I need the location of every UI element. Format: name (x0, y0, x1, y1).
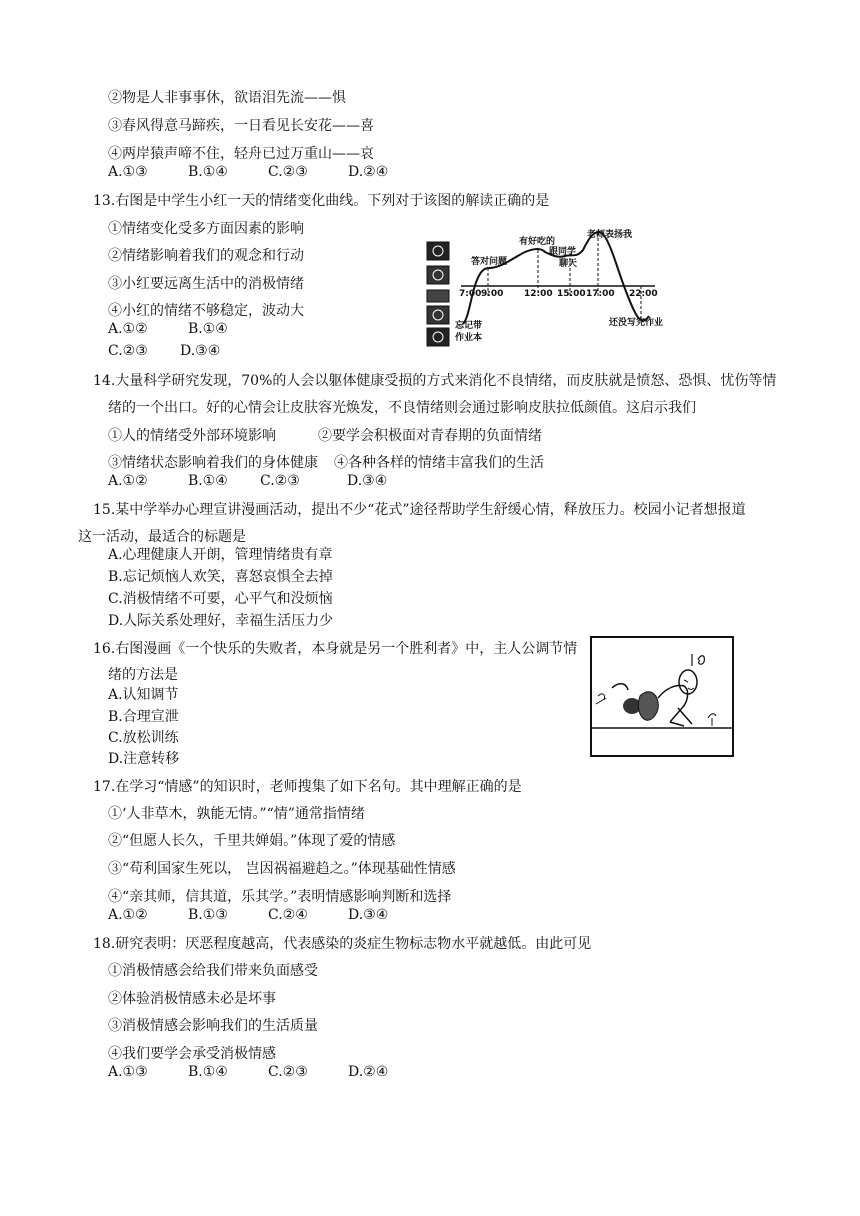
q18-option-d: D.②④ (348, 1064, 389, 1080)
annotation-not-done: 还没写完作业 (609, 318, 664, 328)
annotation-chat: 聊天 (559, 259, 578, 269)
q18-item-1: ①消极情感会给我们带来负面感受 (108, 963, 318, 979)
q16-option-b: B.合理宣泄 (108, 709, 179, 725)
q14-item-1: ①人的情绪受外部环境影响 (108, 428, 276, 444)
q15-option-c: C.消极情绪不可要，心平气和没烦恼 (108, 591, 333, 607)
q18-options (108, 1063, 388, 1081)
q14-stem-line2: 绪的一个出口。好的心情会让皮肤容光焕发，不良情绪则会通过影响皮肤拉低颜值。这启示我们 (108, 400, 696, 416)
q12-item-4: ④两岸猿声啼不住，轻舟已过万重山——哀 (108, 146, 374, 162)
q13-item-4: ④小红的情绪不够稳定，波动大 (108, 303, 304, 319)
q14-option-d: D.③④ (347, 473, 388, 489)
q13-stem: 13.右图是中学生小红一天的情绪变化曲线。下列对于该图的解读正确的是 (93, 193, 550, 209)
q12-item-2: ②物是人非事事休，欲语泪先流——惧 (108, 90, 346, 106)
q14-items-row1 (108, 427, 542, 445)
time-guides (488, 233, 641, 318)
time-label-1200: 12:00 (524, 289, 553, 299)
q12-item-3: ③春风得意马蹄疾，一日看见长安花——喜 (108, 118, 374, 134)
q16-option-c: C.放松训练 (108, 730, 179, 746)
time-label-1500: 15:00 (557, 289, 586, 299)
q14-option-c: C.②③ (260, 473, 300, 489)
annotation-forgot-homework: 忘记带 (455, 321, 483, 331)
q14-items-row2 (108, 454, 544, 472)
emotion-curve (463, 232, 649, 324)
q17-option-c: C.②④ (268, 907, 308, 923)
q17-option-a: A.①② (108, 907, 148, 923)
q14-option-b: B.①④ (188, 473, 228, 489)
q14-item-2: ②要学会积极面对青春期的负面情绪 (318, 428, 542, 444)
q15-stem-line1: 15.某中学举办心理宣讲漫画活动，提出不少“花式”途径帮助学生舒缓心情，释放压力。校园小记者想报道 (93, 502, 746, 518)
q13-option-b: B.①④ (188, 321, 228, 337)
q12-option-d: D.②④ (348, 164, 389, 180)
q18-option-c: C.②③ (268, 1064, 308, 1080)
time-label-0900: 9:00 (481, 289, 504, 299)
annotation-tasty-food: 有好吃的 (519, 237, 556, 247)
q12-option-b: B.①④ (188, 164, 228, 180)
annotation-teacher-praise: 老师表扬我 (587, 230, 633, 240)
q12-option-c: C.②③ (268, 164, 308, 180)
q15-option-b: B.忘记烦恼人欢笑，喜怒哀惧全去掉 (108, 569, 333, 585)
q18-option-a: A.①③ (108, 1064, 148, 1080)
q15-option-a: A.心理健康人开朗，管理情绪贵有章 (108, 547, 333, 563)
time-label-0700: 7:00 (459, 289, 482, 299)
q13-options-row1 (108, 320, 228, 338)
q13-options-row2 (108, 342, 220, 360)
q18-option-b: B.①④ (188, 1064, 228, 1080)
q13-option-c: C.②③ (108, 343, 148, 359)
annotation-homework-book: 作业本 (455, 333, 483, 343)
q18-item-2: ②体验消极情感未必是坏事 (108, 991, 276, 1007)
q13-item-2: ②情绪影响着我们的观念和行动 (108, 248, 304, 264)
q16-option-a: A.认知调节 (108, 687, 179, 703)
q17-item-2: ②“但愿人长久，千里共婵娟。”体现了爱的情感 (108, 833, 396, 849)
q14-stem-line1: 14.大量科学研究发现，70%的人会以躯体健康受损的方式来消化不良情绪，而皮肤就是愤怒、恐惧、忧伤等情 (93, 373, 777, 389)
emotion-curve-figure (425, 228, 687, 356)
q17-item-3: ③“苟利国家生死以， 岂因祸福避趋之。”体现基础性情感 (108, 861, 456, 877)
comic-drawing (592, 638, 732, 755)
q13-item-1: ①情绪变化受多方面因素的影响 (108, 221, 304, 237)
q16-stem-line1: 16.右图漫画《一个快乐的失败者，本身就是另一个胜利者》中，主人公调节情 (93, 641, 578, 657)
q17-options (108, 906, 388, 924)
q13-option-a: A.①② (108, 321, 148, 337)
q14-options (108, 472, 387, 490)
q15-stem-line2: 这一活动，最适合的标题是 (78, 529, 246, 545)
annotation-answer-question: 答对问题 (471, 257, 508, 267)
emotion-face-icons (427, 242, 449, 346)
q16-option-d: D.注意转移 (108, 751, 180, 767)
q13-option-d: D.③④ (180, 343, 221, 359)
annotation-caught-bug: 跟同学 (549, 247, 577, 257)
q12-option-a: A.①③ (108, 164, 148, 180)
q12-options (108, 163, 388, 181)
q17-item-1: ①‘人非草木，孰能无情。”“情”通常指情绪 (108, 806, 365, 822)
q13-item-3: ③小红要远离生活中的消极情绪 (108, 276, 304, 292)
q14-item-4: ④各种各样的情绪丰富我们的生活 (334, 455, 544, 471)
q17-item-4: ④“亲其师，信其道，乐其学。”表明情感影响判断和选择 (108, 889, 452, 905)
q17-stem: 17.在学习“情感”的知识时，老师搜集了如下名句。其中理解正确的是 (93, 779, 522, 795)
comic-happy-loser (590, 636, 734, 757)
q17-option-b: B.①③ (188, 907, 228, 923)
time-label-2200: 22:00 (629, 289, 658, 299)
q16-stem-line2: 绪的方法是 (108, 667, 178, 683)
q18-item-3: ③消极情感会影响我们的生活质量 (108, 1018, 318, 1034)
q15-option-d: D.人际关系处理好，幸福生活压力少 (108, 613, 334, 629)
q17-option-d: D.③④ (348, 907, 389, 923)
q18-item-4: ④我们要学会承受消极情感 (108, 1046, 276, 1062)
q14-option-a: A.①② (108, 473, 148, 489)
time-label-1700: 17:00 (586, 289, 615, 299)
q18-stem: 18.研究表明：厌恶程度越高，代表感染的炎症生物标志物水平就越低。由此可见 (93, 936, 592, 952)
q14-item-3: ③情绪状态影响着我们的身体健康 (108, 455, 318, 471)
